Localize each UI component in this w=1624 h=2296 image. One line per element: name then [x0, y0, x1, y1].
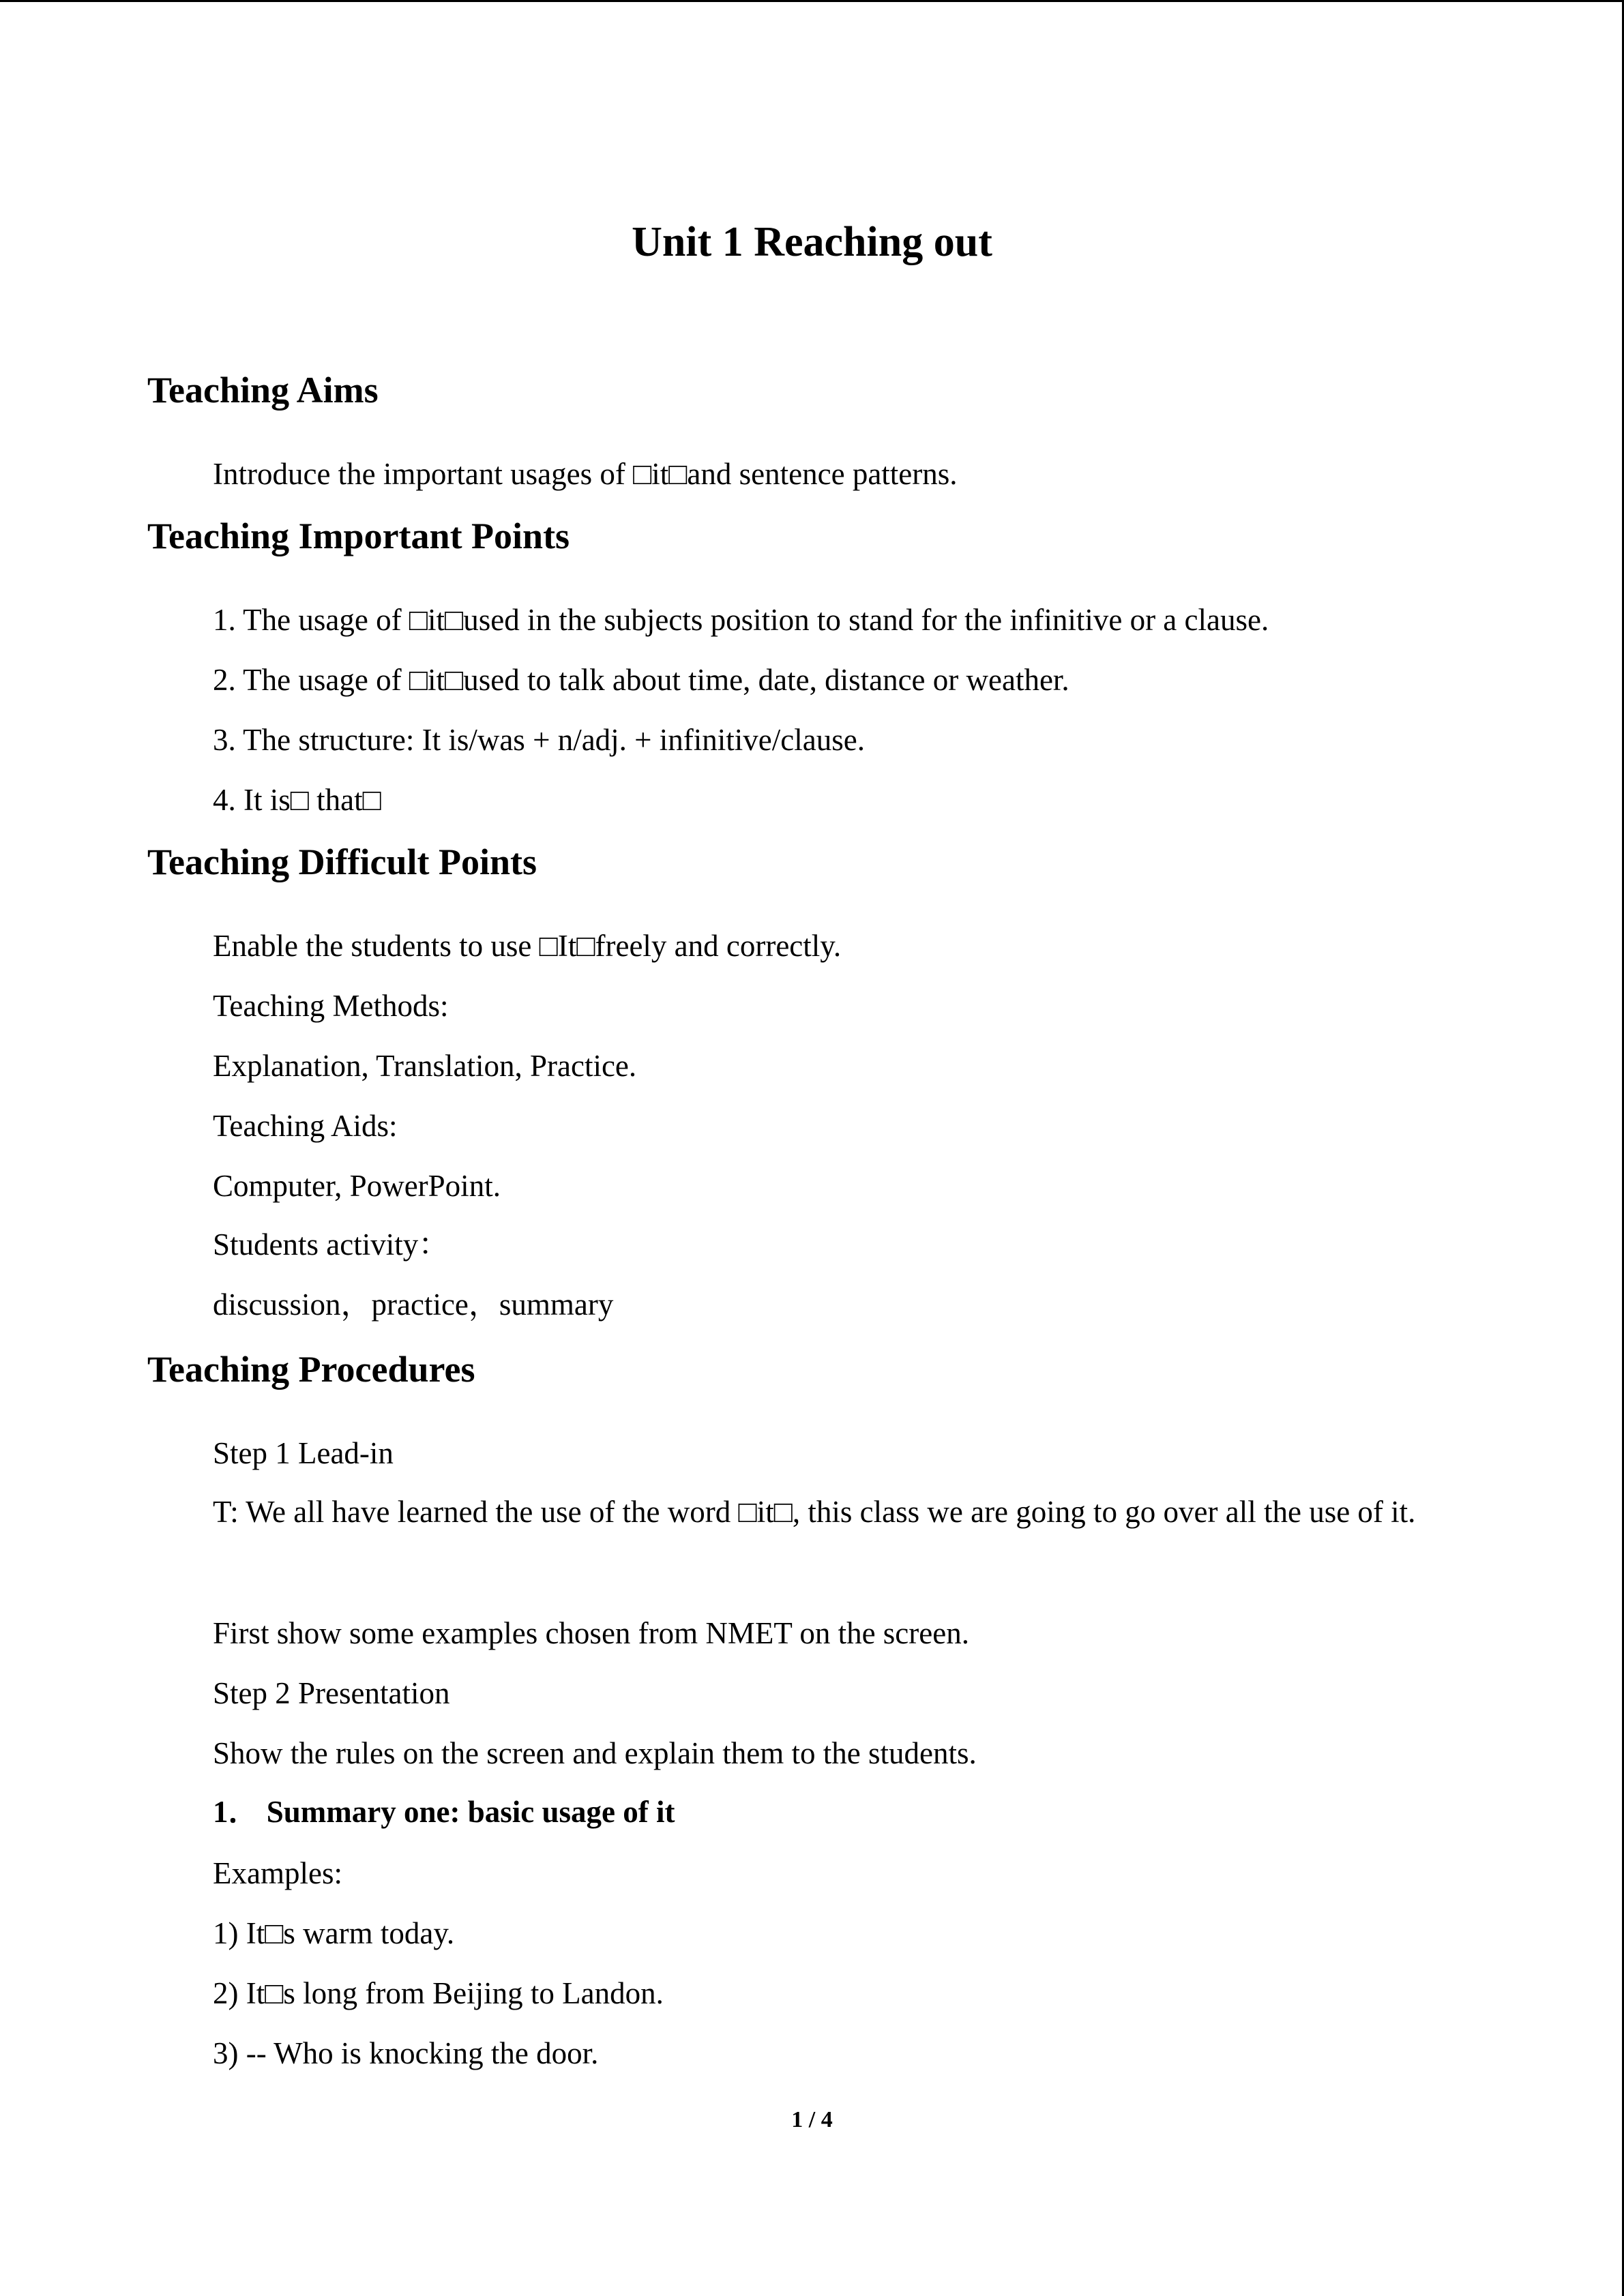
students-activity-value: discussion，practice，summary — [213, 1287, 614, 1322]
aims-line: Introduce the important usages of □it□and sentence patterns. — [213, 457, 958, 491]
important-point-item: 3. The structure: It is/was + n/adj. + infinitive/clause. — [213, 723, 865, 757]
summary-one-heading: 1． Summary one: basic usage of it — [213, 1795, 675, 1829]
teaching-aids-label: Teaching Aids: — [213, 1109, 398, 1143]
procedure-line: Show the rules on the screen and explain them to the students. — [213, 1736, 977, 1770]
teaching-methods-label: Teaching Methods: — [213, 989, 449, 1023]
example-item: 2) It□s long from Beijing to Landon. — [213, 1976, 664, 2010]
procedure-line: First show some examples chosen from NMET on the screen. — [213, 1616, 969, 1650]
example-item: 3) -- Who is knocking the door. — [213, 2036, 599, 2070]
teaching-aids-value: Computer, PowerPoint. — [213, 1169, 501, 1203]
heading-teaching-aims: Teaching Aims — [147, 370, 379, 411]
lead-in-paragraph: T: We all have learned the use of the word □it□, this class we are going to go over all the use of it. — [213, 1495, 1416, 1529]
important-point-item: 4. It is□ that□ — [213, 783, 381, 817]
examples-label: Examples: — [213, 1856, 342, 1890]
document-title: Unit 1 Reaching out — [632, 219, 992, 265]
step-2-title: Step 2 Presentation — [213, 1676, 450, 1710]
heading-difficult-points: Teaching Difficult Points — [147, 841, 537, 882]
important-point-item: 1. The usage of □it□used in the subjects position to stand for the infinitive or a clause. — [213, 603, 1269, 637]
heading-teaching-procedures: Teaching Procedures — [147, 1349, 475, 1390]
example-item: 1) It□s warm today. — [213, 1916, 455, 1950]
teaching-methods-value: Explanation, Translation, Practice. — [213, 1049, 637, 1083]
step-1-title: Step 1 Lead-in — [213, 1436, 394, 1470]
important-point-item: 2. The usage of □it□used to talk about time, date, distance or weather. — [213, 663, 1069, 697]
difficult-point-line: Enable the students to use □It□freely and correctly. — [213, 929, 842, 963]
page-number: 1 / 4 — [791, 2107, 833, 2132]
heading-important-points: Teaching Important Points — [147, 516, 570, 556]
students-activity-label: Students activity： — [213, 1227, 449, 1262]
